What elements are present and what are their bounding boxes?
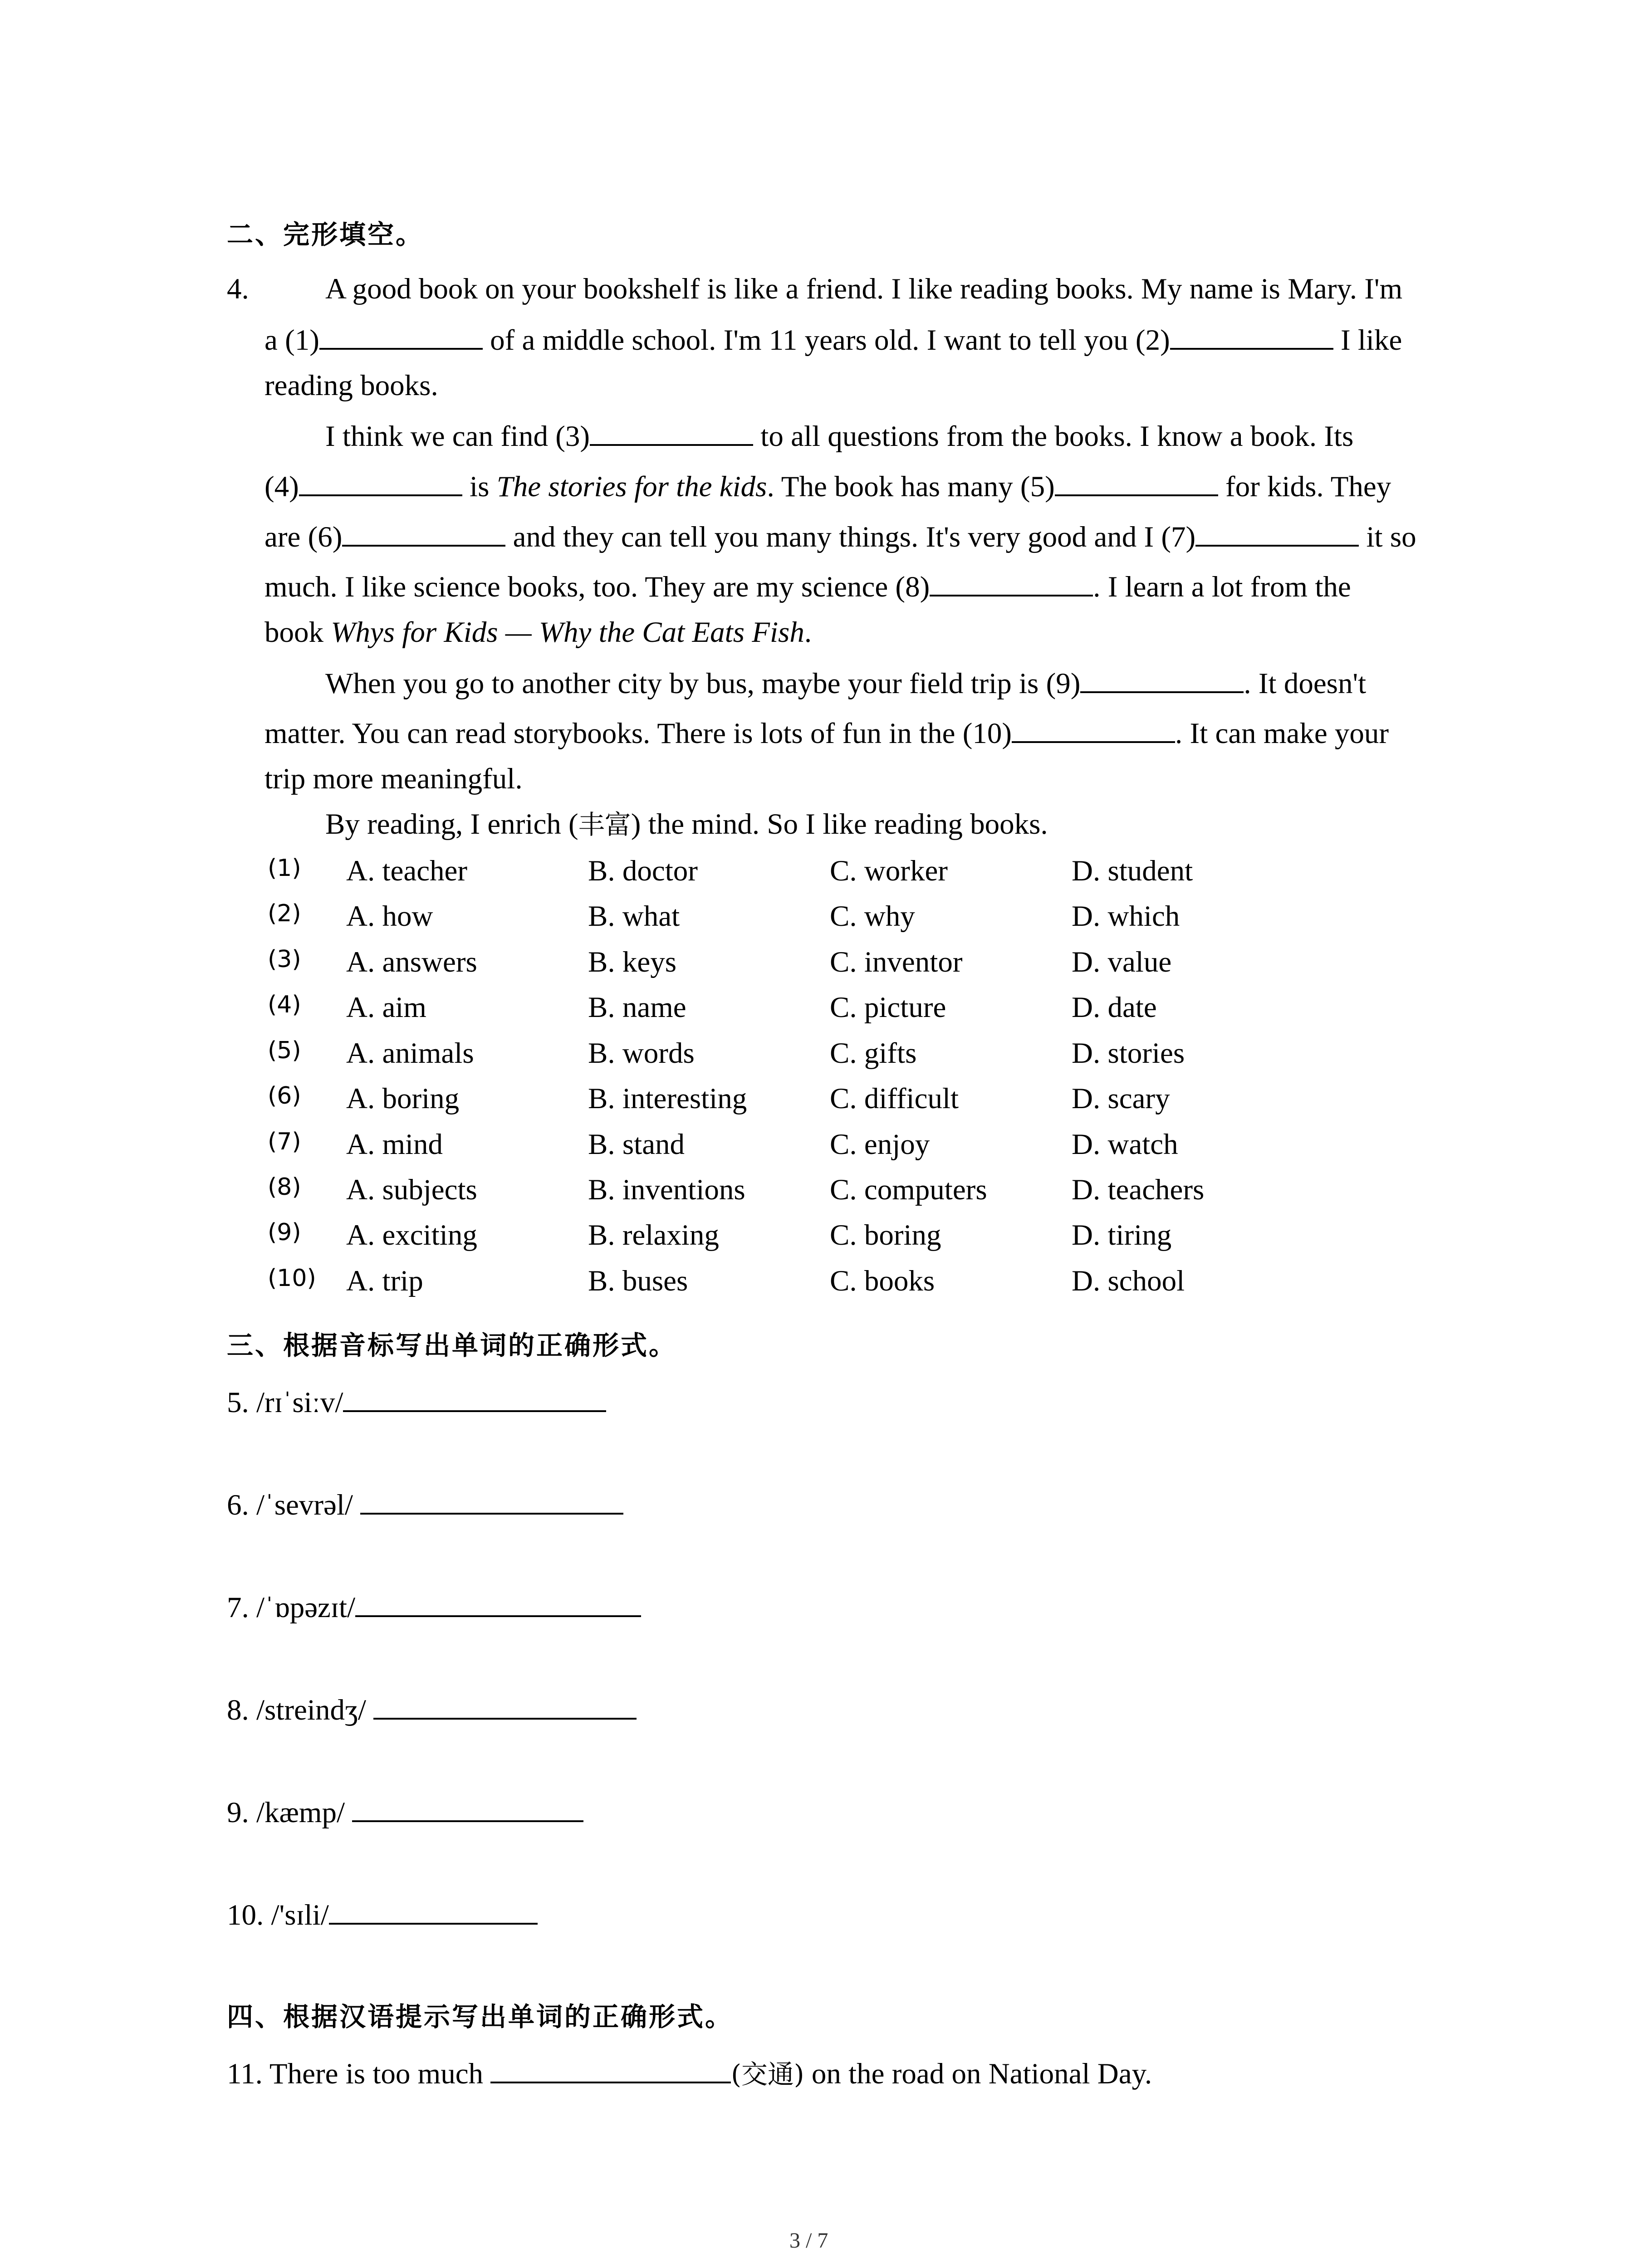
option-a[interactable]: A. how <box>346 900 433 933</box>
option-a[interactable]: A. boring <box>346 1082 460 1115</box>
passage-line: I think we can find (3) to all questions from the books. I know a book. Its <box>325 420 1354 453</box>
answer-blank[interactable] <box>373 1714 637 1720</box>
option-number: (6) <box>268 1082 301 1110</box>
answer-blank[interactable] <box>352 1817 583 1822</box>
answer-blank[interactable] <box>329 1919 538 1925</box>
option-c[interactable]: C. boring <box>830 1219 941 1251</box>
option-number: (9) <box>268 1219 301 1246</box>
option-c[interactable]: C. enjoy <box>830 1128 930 1161</box>
option-c[interactable]: C. picture <box>830 991 946 1024</box>
blank-5[interactable] <box>1055 491 1218 496</box>
option-c[interactable]: C. books <box>830 1265 935 1297</box>
option-a[interactable]: A. trip <box>346 1265 423 1297</box>
option-c[interactable]: C. why <box>830 900 915 933</box>
ipa-question: 10. /'sɪli/ <box>227 1901 538 1930</box>
option-number: (7) <box>268 1128 301 1155</box>
option-c[interactable]: C. computers <box>830 1173 987 1206</box>
option-b[interactable]: B. doctor <box>588 855 698 887</box>
option-d[interactable]: D. tiring <box>1072 1219 1172 1251</box>
passage-line: When you go to another city by bus, maybe your field trip is (9) . It doesn't <box>325 667 1367 700</box>
passage-line: book Whys for Kids — Why the Cat Eats Fish. <box>265 616 812 649</box>
ipa-question: 7. /ˈɒpəzɪt/ <box>227 1593 641 1623</box>
answer-blank[interactable] <box>490 2078 731 2083</box>
blank-10[interactable] <box>1012 738 1175 743</box>
option-b[interactable]: B. what <box>588 900 680 933</box>
blank-6[interactable] <box>342 541 505 547</box>
passage-line: much. I like science books, too. They are my science (8) . I learn a lot from the <box>265 571 1351 603</box>
option-a[interactable]: A. answers <box>346 946 477 978</box>
blank-2[interactable] <box>1170 344 1333 350</box>
option-a[interactable]: A. exciting <box>346 1219 477 1251</box>
passage-line: trip more meaningful. <box>265 763 523 795</box>
option-b[interactable]: B. relaxing <box>588 1219 719 1251</box>
answer-blank[interactable] <box>360 1509 623 1515</box>
blank-4[interactable] <box>299 491 462 496</box>
section-2-title: 二、完形填空。 <box>227 219 424 250</box>
section-3-title: 三、根据音标写出单词的正确形式。 <box>227 1330 677 1361</box>
option-a[interactable]: A. teacher <box>346 855 468 887</box>
option-d[interactable]: D. student <box>1072 855 1193 887</box>
option-b[interactable]: B. buses <box>588 1265 688 1297</box>
answer-blank[interactable] <box>343 1407 606 1412</box>
passage-line: reading books. <box>265 369 438 402</box>
option-b[interactable]: B. keys <box>588 946 676 978</box>
option-a[interactable]: A. aim <box>346 991 426 1024</box>
option-b[interactable]: B. words <box>588 1037 695 1070</box>
option-number: (4) <box>268 991 301 1018</box>
ipa-question: 8. /streindʒ/ <box>227 1696 637 1725</box>
option-c[interactable]: C. inventor <box>830 946 963 978</box>
question-number: 4. <box>227 273 249 305</box>
blank-7[interactable] <box>1195 541 1359 547</box>
blank-8[interactable] <box>930 591 1093 596</box>
option-b[interactable]: B. name <box>588 991 686 1024</box>
option-a[interactable]: A. subjects <box>346 1173 477 1206</box>
option-d[interactable]: D. scary <box>1072 1082 1170 1115</box>
option-c[interactable]: C. difficult <box>830 1082 959 1115</box>
passage-line: A good book on your bookshelf is like a friend. I like reading books. My name is Mary. I'm <box>325 273 1403 305</box>
option-number: (8) <box>268 1173 301 1201</box>
option-c[interactable]: C. gifts <box>830 1037 917 1070</box>
option-b[interactable]: B. interesting <box>588 1082 747 1115</box>
hint-question: 11. There is too much (交通) on the road on National Day. <box>227 2058 1152 2090</box>
section-4-title: 四、根据汉语提示写出单词的正确形式。 <box>227 2001 734 2032</box>
option-d[interactable]: D. value <box>1072 946 1172 978</box>
option-d[interactable]: D. watch <box>1072 1128 1178 1161</box>
option-number: (10) <box>268 1265 316 1292</box>
option-a[interactable]: A. mind <box>346 1128 443 1161</box>
blank-1[interactable] <box>319 344 483 350</box>
passage-line: a (1) of a middle school. I'm 11 years old. I want to tell you (2) I like <box>265 324 1402 357</box>
option-d[interactable]: D. teachers <box>1072 1173 1205 1206</box>
option-number: (2) <box>268 900 301 927</box>
option-d[interactable]: D. stories <box>1072 1037 1185 1070</box>
ipa-question: 5. /rɪˈsiːv/ <box>227 1388 606 1418</box>
option-d[interactable]: D. school <box>1072 1265 1185 1297</box>
ipa-question: 9. /kæmp/ <box>227 1798 583 1828</box>
option-c[interactable]: C. worker <box>830 855 948 887</box>
option-d[interactable]: D. which <box>1072 900 1180 933</box>
option-b[interactable]: B. stand <box>588 1128 685 1161</box>
passage-line: (4) is The stories for the kids. The book has many (5) for kids. They <box>265 470 1391 503</box>
passage-line: are (6) and they can tell you many things. It's very good and I (7) it so <box>265 521 1416 553</box>
option-number: (3) <box>268 946 301 973</box>
option-d[interactable]: D. date <box>1072 991 1157 1024</box>
blank-3[interactable] <box>590 440 753 446</box>
passage-line: By reading, I enrich (丰富) the mind. So I like reading books. <box>325 808 1048 841</box>
option-number: (1) <box>268 855 301 882</box>
option-b[interactable]: B. inventions <box>588 1173 745 1206</box>
ipa-question: 6. /ˈsevrəl/ <box>227 1491 623 1520</box>
passage-line: matter. You can read storybooks. There is lots of fun in the (10) . It can make your <box>265 717 1389 750</box>
blank-9[interactable] <box>1080 688 1244 693</box>
answer-blank[interactable] <box>355 1612 641 1617</box>
option-a[interactable]: A. animals <box>346 1037 474 1070</box>
option-number: (5) <box>268 1037 301 1064</box>
page-number: 3 / 7 <box>789 2229 828 2253</box>
